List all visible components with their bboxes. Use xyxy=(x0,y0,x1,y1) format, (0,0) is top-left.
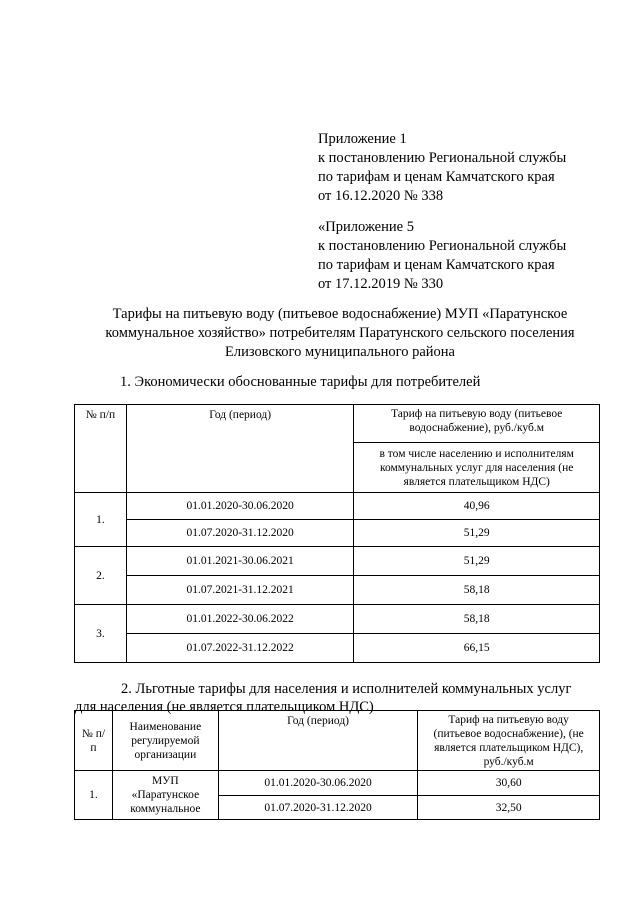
tariff-table-1 xyxy=(74,404,600,663)
row-value: 51,29 xyxy=(354,547,600,576)
col-tariff-header: Тариф на питьевую воду (питьевое водоснабжение), (не является плательщиком НДС), руб./куб.м xyxy=(418,711,600,771)
row-period: 01.07.2020-31.12.2020 xyxy=(126,520,354,547)
annex5-line3: по тарифам и ценам Камчатского края xyxy=(318,257,555,273)
document-title-line2: коммунальное хозяйство» потребителям Паратунского сельского поселения xyxy=(105,325,575,341)
table-row xyxy=(75,605,600,634)
annex1-line1: Приложение 1 xyxy=(318,131,407,147)
row-period: 01.07.2021-31.12.2021 xyxy=(126,576,354,605)
col-tariff-subheader: в том числе населению и исполнителям коммунальных услуг для населения (не является плательщиком НДС) xyxy=(354,443,600,493)
row-value: 32,50 xyxy=(418,796,600,820)
row-period: 01.01.2020-30.06.2020 xyxy=(218,771,417,796)
table-header-row xyxy=(75,711,600,771)
annex1-line2: к постановлению Региональной службы xyxy=(318,150,567,166)
section2-heading-line1: 2. Льготные тарифы для населения и исполнителей коммунальных услуг xyxy=(121,681,572,697)
table-row xyxy=(75,634,600,663)
col-period-header: Год (период) xyxy=(126,405,354,493)
annex5-line1: «Приложение 5 xyxy=(318,219,414,235)
table-row xyxy=(75,547,600,576)
row-value: 40,96 xyxy=(354,493,600,520)
row-value: 58,18 xyxy=(354,605,600,634)
row-org: МУП «Паратунское коммунальное xyxy=(112,771,218,820)
row-period: 01.01.2021-30.06.2021 xyxy=(126,547,354,576)
row-period: 01.07.2020-31.12.2020 xyxy=(218,796,417,820)
row-num: 1. xyxy=(75,493,127,547)
section2-heading-line2: для населения (не является плательщиком НДС) xyxy=(75,699,374,715)
annex5-line4: от 17.12.2019 № 330 xyxy=(318,276,444,292)
table-row xyxy=(75,520,600,547)
col-num-header: № п/п xyxy=(75,711,113,771)
table-row xyxy=(75,493,600,520)
row-value: 66,15 xyxy=(354,634,600,663)
row-period: 01.01.2022-30.06.2022 xyxy=(126,605,354,634)
table-header-row xyxy=(75,405,600,443)
document-title-line3: Елизовского муниципального района xyxy=(225,344,455,360)
row-num: 2. xyxy=(75,547,127,605)
annex5-line2: к постановлению Региональной службы xyxy=(318,238,567,254)
row-num: 3. xyxy=(75,605,127,663)
section1-heading: 1. Экономически обоснованные тарифы для потребителей xyxy=(120,374,481,390)
col-period-header: Год (период) xyxy=(218,711,417,771)
tariff-table-2 xyxy=(74,710,600,820)
annex1-line4: от 16.12.2020 № 338 xyxy=(318,188,444,204)
col-num-header: № п/п xyxy=(75,405,127,493)
row-period: 01.07.2022-31.12.2022 xyxy=(126,634,354,663)
row-value: 58,18 xyxy=(354,576,600,605)
annex1-line3: по тарифам и ценам Камчатского края xyxy=(318,169,555,185)
col-org-header: Наименование регулируемой организации xyxy=(112,711,218,771)
document-title-line1: Тарифы на питьевую воду (питьевое водоснабжение) МУП «Паратунское xyxy=(112,306,568,322)
col-tariff-header: Тариф на питьевую воду (питьевое водоснабжение), руб./куб.м xyxy=(354,405,600,443)
row-period: 01.01.2020-30.06.2020 xyxy=(126,493,354,520)
row-value: 30,60 xyxy=(418,771,600,796)
table-row xyxy=(75,576,600,605)
row-value: 51,29 xyxy=(354,520,600,547)
row-num: 1. xyxy=(75,771,113,820)
table-row xyxy=(75,771,600,796)
